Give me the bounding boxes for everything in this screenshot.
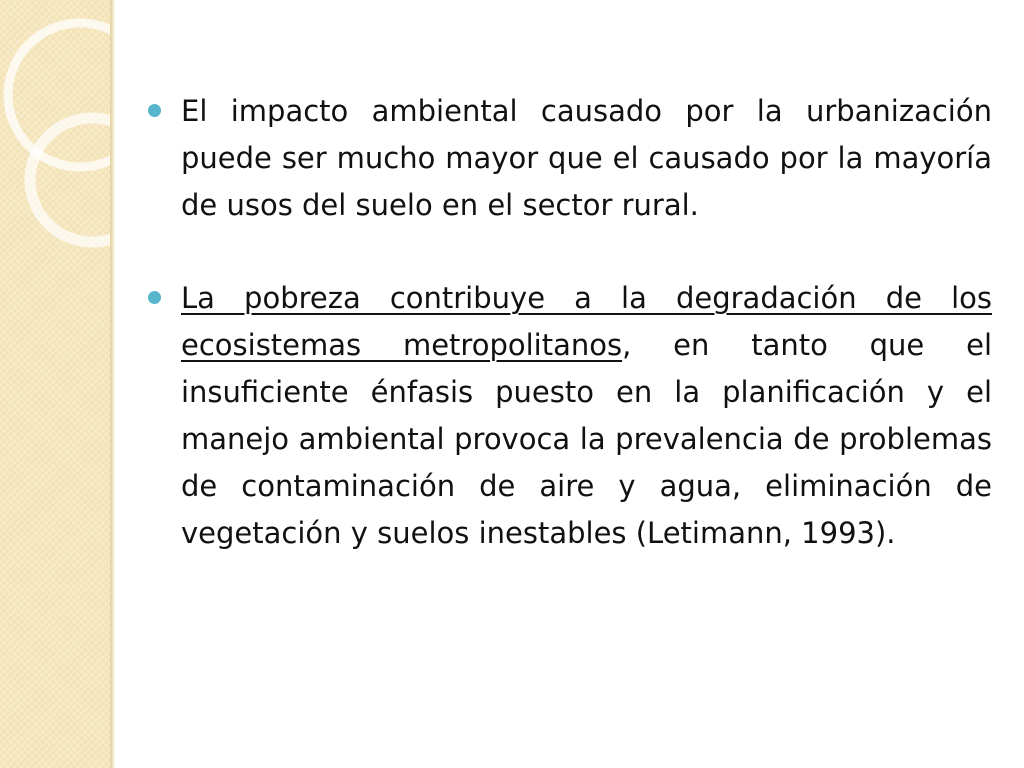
bullet-item-2 xyxy=(146,275,992,557)
side-strip-edge xyxy=(110,0,115,768)
bullet-text: El impacto ambiental causado por la urbanización puede ser mucho mayor que el causado por la mayoría de usos del suelo en el sector rural. xyxy=(181,94,992,222)
decorative-side-strip xyxy=(0,0,110,768)
bullet-dot-icon xyxy=(148,104,161,117)
slide-content xyxy=(146,88,992,557)
decorative-rings xyxy=(0,0,110,768)
bullet-item-1 xyxy=(146,88,992,229)
bullet-text: , en tanto que el insuficiente énfasis puesto en la planificación y el manejo ambiental provoca la prevalencia de problemas de contaminación de aire y agua, eliminación de vegetación y suelos inestables (Letimann, 1993). xyxy=(181,328,992,550)
bullet-dot-icon xyxy=(148,291,161,304)
decorative-ring-large xyxy=(8,23,110,167)
decorative-ring-small xyxy=(30,118,110,242)
bullet-underlined-text: La pobreza contribuye a la degradación de los ecosistemas metropolitanos xyxy=(181,281,992,362)
